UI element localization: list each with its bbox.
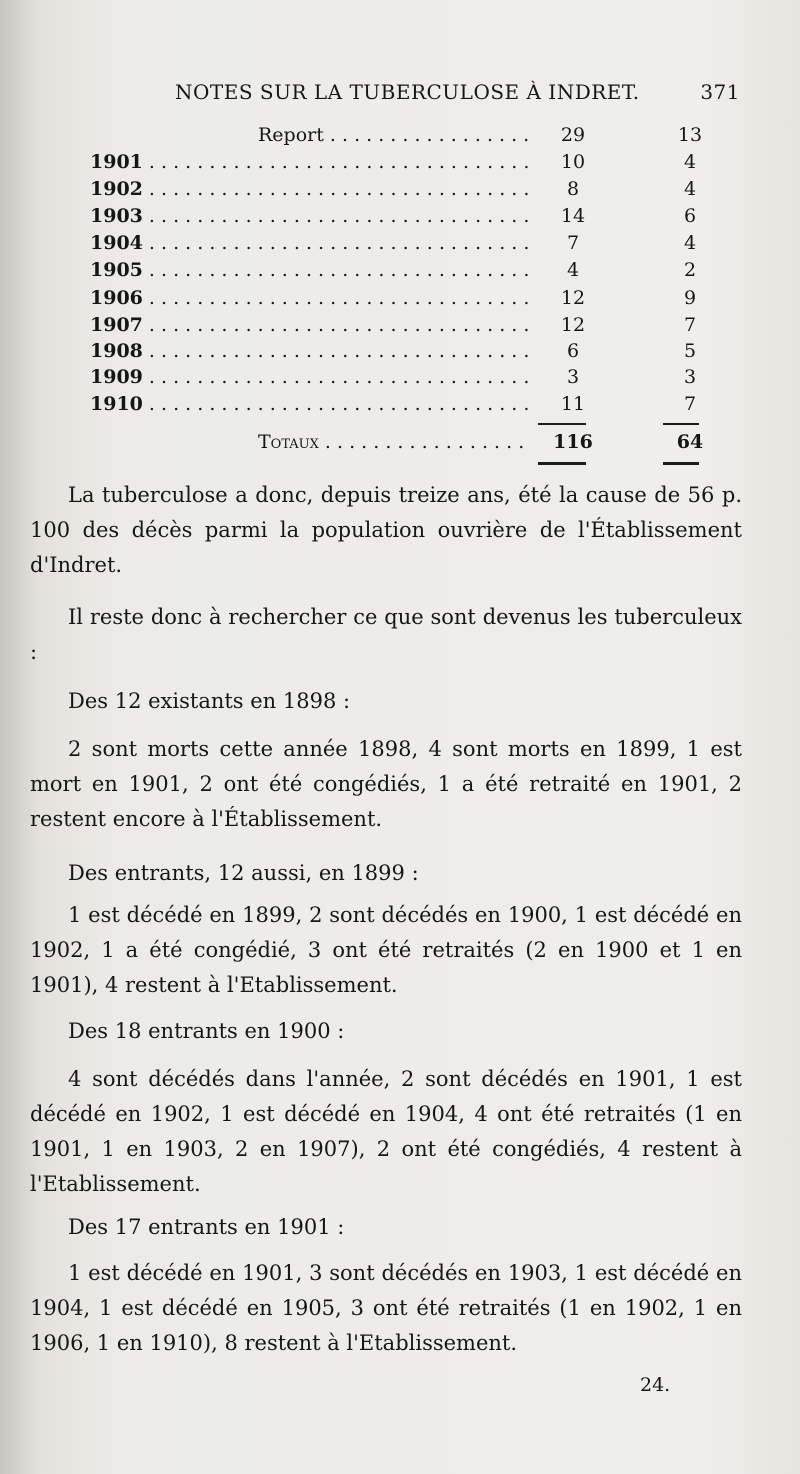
paragraph-heading: Des 17 entrants en 1901 : [68, 1215, 345, 1239]
subtotal-rule-col1 [538, 423, 586, 425]
row-col1: 4 [566, 259, 580, 281]
header-title: NOTES SUR LA TUBERCULOSE À INDRET. [175, 80, 640, 104]
row-year: 1910 . . . [90, 393, 530, 415]
row-col1: 8 [566, 178, 580, 200]
row-col2: 5 [683, 340, 697, 362]
paragraph: 2 sont morts cette année 1898, 4 sont morts en 1899, 1 est mort en 1901, 2 ont été congédiés, 1 a été retraité en 1901, 2 restent encore à l'Établissement. [30, 737, 742, 831]
table-row-totals [0, 431, 800, 457]
row-col1: 10 [560, 151, 586, 173]
row-year: 1905 . . . [90, 259, 530, 281]
table-row [0, 205, 800, 231]
report-label: Report . . . [258, 124, 530, 146]
row-year: 1903 . . . [90, 205, 530, 227]
table-row-report [0, 124, 800, 150]
table-row [0, 366, 800, 392]
row-year: 1907 . . . [90, 314, 530, 336]
table-row [0, 314, 800, 340]
paragraph: La tuberculose a donc, depuis treize ans, été la cause de 56 p. 100 des décès parmi la population ouvrière de l'Établissement d'Indret. [30, 483, 742, 577]
row-col1: 3 [566, 366, 580, 388]
row-year: 1906 . . . [90, 287, 530, 309]
row-year: 1904 . . . [90, 232, 530, 254]
row-col1: 6 [566, 340, 580, 362]
row-col2: 7 [683, 314, 697, 336]
row-col2: 6 [683, 205, 697, 227]
row-col2: 4 [683, 232, 697, 254]
total-rule-col1 [538, 462, 586, 465]
paragraph-heading: Des 12 existants en 1898 : [68, 689, 351, 713]
paragraph-heading: Des entrants, 12 aussi, en 1899 : [68, 861, 419, 885]
paragraph: Il reste donc à rechercher ce que sont devenus les tuberculeux : [30, 605, 742, 664]
row-year: 1901 . . . [90, 151, 530, 173]
paragraph: 1 est décédé en 1899, 2 sont décédés en 1900, 1 est décédé en 1902, 1 a été congédié, 3 ont été retraités (2 en 1900 et 1 en 1901), 4 restent à l'Etablissement. [30, 903, 742, 997]
paragraph: 1 est décédé en 1901, 3 sont décédés en 1903, 1 est décédé en 1904, 1 est décédé en 1905, 3 ont été retraités (1 en 1902, 1 en 1906, 1 en 1910), 8 restent à l'Etablissement. [30, 1261, 742, 1355]
page-number: 371 [700, 80, 740, 104]
table-row [0, 340, 800, 366]
signature-mark: 24. [640, 1374, 671, 1396]
totals-col2: 64 [676, 431, 704, 453]
table-row [0, 393, 800, 419]
row-col1: 11 [560, 393, 586, 415]
table-row [0, 259, 800, 285]
row-col1: 12 [560, 314, 586, 336]
row-col2: 4 [683, 151, 697, 173]
row-col2: 7 [683, 393, 697, 415]
row-year: 1909 . . . [90, 366, 530, 388]
table-row [0, 287, 800, 313]
table-row [0, 151, 800, 177]
total-rule-col2 [663, 462, 699, 465]
paragraph: 4 sont décédés dans l'année, 2 sont décédés en 1901, 1 est décédé en 1902, 1 est décédé en 1904, 4 ont été retraités (1 en 1901, 1 en 1903, 2 en 1907), 2 ont été congédiés, 4 restent à l'Etablissement. [30, 1067, 742, 1196]
row-col1: 14 [560, 205, 586, 227]
report-col2: 13 [677, 124, 703, 146]
row-col2: 9 [683, 287, 697, 309]
subtotal-rule-col2 [663, 423, 699, 425]
row-year: 1902 . . . [90, 178, 530, 200]
running-header [175, 80, 740, 110]
paragraph-heading: Des 18 entrants en 1900 : [68, 1019, 345, 1043]
row-col2: 2 [683, 259, 697, 281]
row-col1: 7 [566, 232, 580, 254]
table-row [0, 178, 800, 204]
row-year: 1908 . . . [90, 340, 530, 362]
table-row [0, 232, 800, 258]
totals-col1: 116 [553, 431, 593, 453]
row-col1: 12 [560, 287, 586, 309]
row-col2: 3 [683, 366, 697, 388]
row-col2: 4 [683, 178, 697, 200]
totals-label: Totaux . . . [258, 431, 530, 453]
report-col1: 29 [560, 124, 586, 146]
